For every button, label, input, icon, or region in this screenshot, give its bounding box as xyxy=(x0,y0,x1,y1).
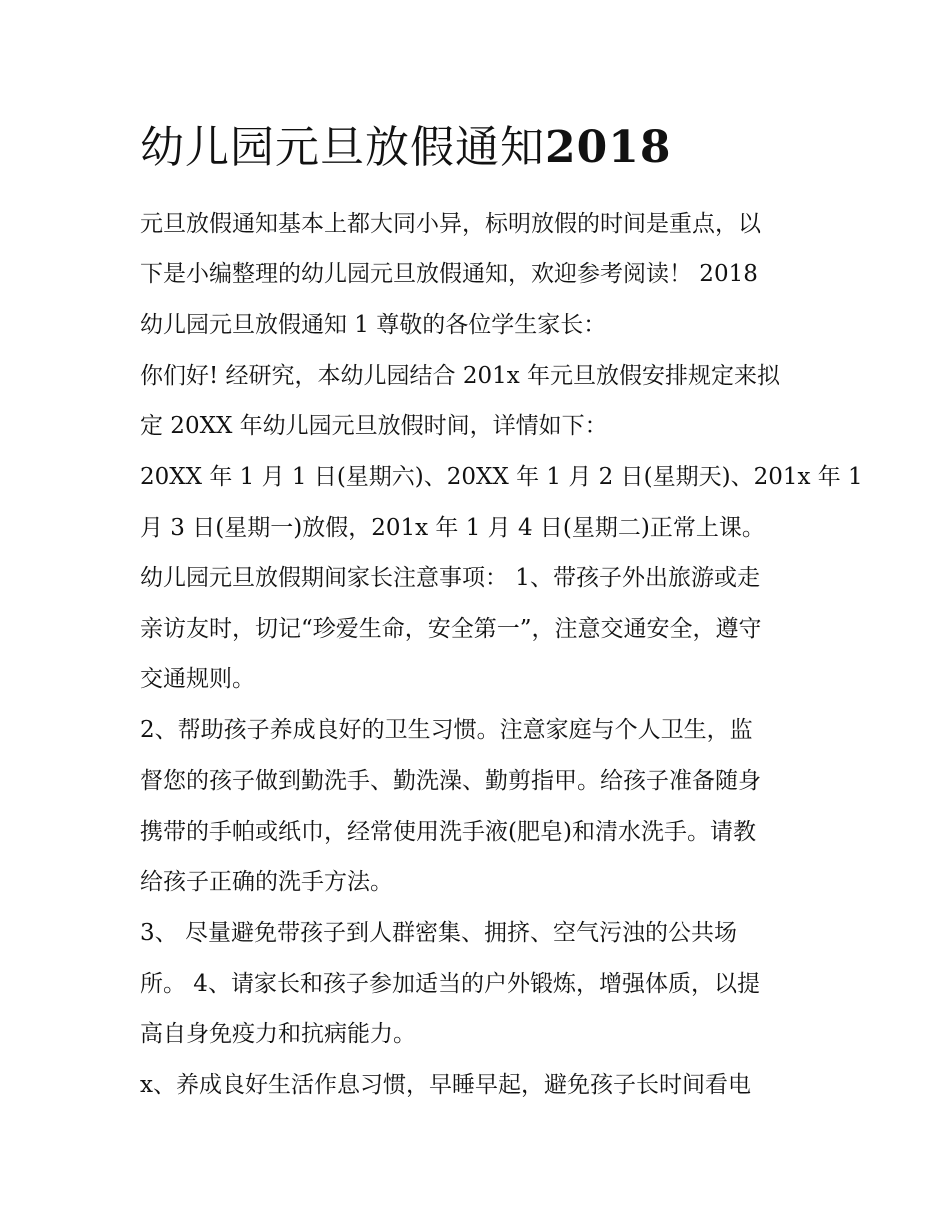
paragraph-line: 携带的手帕或纸巾，经常使用洗手液(肥皂)和清水洗手。请教 xyxy=(140,819,756,845)
paragraph-line: 3、 尽量避免带孩子到人群密集、拥挤、空气污浊的公共场 xyxy=(140,920,737,946)
paragraph-line: 幼儿园元旦放假期间家长注意事项： 1、带孩子外出旅游或走 xyxy=(140,565,760,591)
paragraph-line: 元旦放假通知基本上都大同小异，标明放假的时间是重点，以 xyxy=(140,211,761,237)
paragraph-line: 所。 4、请家长和孩子参加适当的户外锻炼，增强体质，以提 xyxy=(140,971,760,997)
paragraph-line: 高自身免疫力和抗病能力。 xyxy=(140,1021,416,1047)
paragraph-line: 定 20XX 年幼儿园元旦放假时间，详情如下： xyxy=(140,413,608,439)
paragraph-line: 月 3 日(星期一)放假，201x 年 1 月 4 日(星期二)正常上课。 xyxy=(140,515,765,541)
title-text: 幼儿园元旦放假通知 xyxy=(140,122,545,173)
paragraph-line: 亲访友时，切记“珍爱生命，安全第一”，注意交通安全，遵守 xyxy=(140,616,762,642)
page-title xyxy=(140,118,671,178)
paragraph-line: 幼儿园元旦放假通知 1 尊敬的各位学生家长： xyxy=(140,312,607,338)
paragraph-line: 督您的孩子做到勤洗手、勤洗澡、勤剪指甲。给孩子准备随身 xyxy=(140,768,761,794)
paragraph-line: 你们好! 经研究，本幼儿园结合 201x 年元旦放假安排规定来拟 xyxy=(140,363,781,389)
paragraph-line: 20XX 年 1 月 1 日(星期六)、20XX 年 1 月 2 日(星期天)、201x 年 1 xyxy=(140,464,863,490)
paragraph-line: 2、帮助孩子养成良好的卫生习惯。注意家庭与个人卫生，监 xyxy=(140,717,753,743)
paragraph-line: 给孩子正确的洗手方法。 xyxy=(140,869,393,895)
paragraph-line: x、养成良好生活作息习惯，早睡早起，避免孩子长时间看电 xyxy=(140,1072,751,1098)
paragraph-line: 交通规则。 xyxy=(140,666,255,692)
paragraph-line: 下是小编整理的幼儿园元旦放假通知，欢迎参考阅读！ 2018 xyxy=(140,261,758,287)
title-year: 2018 xyxy=(545,122,672,173)
